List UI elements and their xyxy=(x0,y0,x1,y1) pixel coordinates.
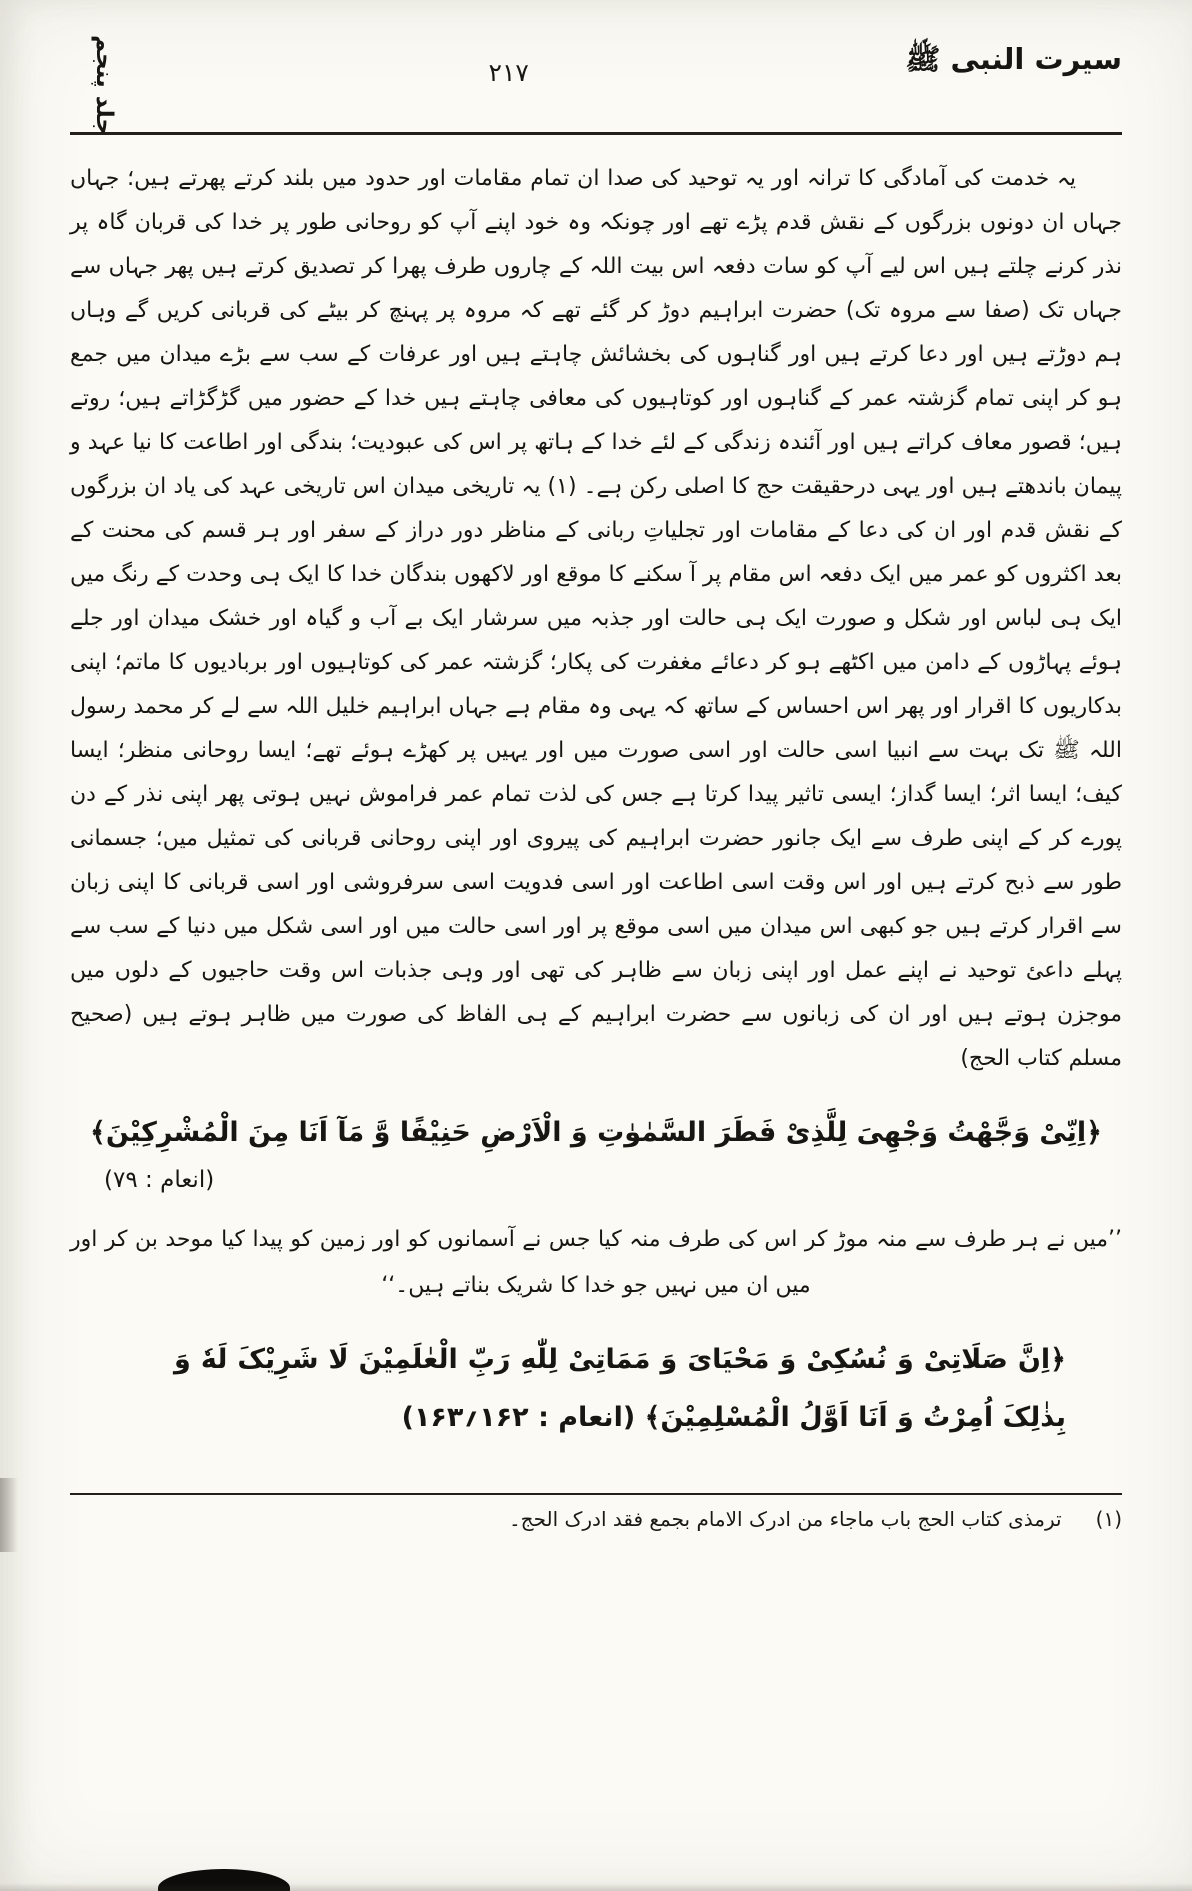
book-title: سیرت النبی ﷺ xyxy=(905,42,1122,76)
footnote-text: ترمذی کتاب الحج باب ماجاء من ادرک الامام بجمع فقد ادرک الحج۔ xyxy=(508,1507,1062,1531)
main-paragraph: یہ خدمت کی آمادگی کا ترانہ اور یہ توحید کی صدا ان تمام مقامات اور حدود میں بلند کرتے پھرتے ہیں؛ جہاں جہاں ان دونوں بزرگوں کے نقش قدم پڑے تھے اور چونکہ وہ خود اپنے آپ کو روحانی طور پر خدا کی قربان گاہ پر نذر کرنے چلتے ہیں اس لیے آپ کو سات دفعہ اس بیت اللہ کے چاروں طرف پھرا کر تصدیق کرتے ہیں پھر جہاں سے جہاں تک (صفا سے مروہ تک) حضرت ابراہیم دوڑ کر گئے تھے کہ مروہ پر پہنچ کر بیٹے کی قربانی کریں گے وہاں ہم دوڑتے ہیں اور دعا کرتے ہیں اور گناہوں کی بخشائش چاہتے ہیں اور عرفات کے سب سے بڑے میدان میں جمع ہو کر اپنی تمام گزشتہ عمر کے گناہوں اور کوتاہیوں کی معافی چاہتے ہیں خدا کے حضور میں گڑگڑاتے ہیں؛ روتے ہیں؛ قصور معاف کراتے ہیں اور آئندہ زندگی کے لئے خدا کے ہاتھ پر اس کی عبودیت؛ بندگی اور اطاعت کا نیا عہد و پیمان باندھتے ہیں اور یہی درحقیقت حج کا اصلی رکن ہے۔ (۱) یہ تاریخی میدان اس تاریخی عہد کی یاد ان بزرگوں کے نقش قدم اور ان کی دعا کے مقامات اور تجلیاتِ ربانی کے مناظر دور دراز کے سفر اور ہر قسم کی محنت کے بعد اکثروں کو عمر میں ایک دفعہ اس مقام پر آ سکنے کا موقع اور لاکھوں بندگان خدا کا ایک ہی وحدت کے رنگ میں ایک ہی لباس اور شکل و صورت ایک ہی حالت اور جذبہ میں سرشار ایک بے آب و گیاہ اور خشک میدان اور جلے ہوئے پہاڑوں کے دامن میں اکٹھے ہو کر دعائے مغفرت کی پکار؛ گزشتہ عمر کی کوتاہیوں اور بربادیوں کا ماتم؛ اپنی بدکاریوں کا اقرار اور پھر اس احساس کے ساتھ کہ یہی وہ مقام ہے جہاں ابراہیم خلیل اللہ سے لے کر محمد رسول اللہ ﷺ تک بہت سے انبیا اسی حالت اور اسی صورت میں اور یہیں پر کھڑے ہوئے تھے؛ ایسا روحانی منظر؛ ایسا کیف؛ ایسا اثر؛ ایسا گداز؛ ایسی تاثیر پیدا کرتا ہے جس کی لذت تمام عمر فراموش نہیں ہوتی پھر اپنی نذر کے دن پورے کر کے اپنی طرف سے ایک جانور حضرت ابراہیم کی پیروی اور اپنی روحانی قربانی کی تمثیل میں؛ جسمانی طور سے ذبح کرتے ہیں اور اس وقت اسی اطاعت اور اسی فدویت اسی سرفروشی اور اسی قربانی کا اپنی زبان سے اقرار کرتے ہیں جو کبھی اس میدان میں اسی موقع پر اور اسی حالت میں اور اسی شکل میں دنیا کے سب سے پہلے داعئ توحید نے اپنے عمل اور اپنی زبان سے ظاہر کی تھی اور وہی جذبات اس وقت حاجیوں کے دلوں میں موجزن ہوتے ہیں اور ان کی زبانوں سے حضرت ابراہیم کے ہی الفاظ کی صورت میں ظاہر ہوتے ہیں (صحیح مسلم کتاب الحج) xyxy=(70,166,1123,1071)
header-divider xyxy=(70,132,1122,135)
verse-1-reference: (انعام : ۷۹) xyxy=(104,1167,215,1193)
volume-label-box xyxy=(70,35,117,135)
quran-verse-1: ﴿اِنِّیْ وَجَّهْتُ وَجْهِیَ لِلَّذِیْ فَطَرَ السَّمٰوٰتِ وَ الْاَرْضِ حَنِیْفًا وَّ مَآ اَنَا مِنَ الْمُشْرِکِیْنَ﴾ xyxy=(90,1117,1102,1148)
scan-bottom-shadow xyxy=(0,1883,1192,1891)
volume-label: جلد پنجم xyxy=(90,35,117,135)
footnote-divider xyxy=(70,1493,1122,1495)
verse-translation: ’’میں نے ہر طرف سے منہ موڑ کر اس کی طرف منہ کیا جس نے آسمانوں کو اور زمین کو پیدا کیا موحد بن کر اور میں ان میں نہیں جو خدا کا شریک بناتے ہیں۔‘‘ xyxy=(70,1227,1122,1298)
footnote xyxy=(70,1507,1122,1531)
page-header xyxy=(70,35,1122,135)
footnote-section xyxy=(70,1493,1122,1531)
scan-edge-smudge xyxy=(0,1478,18,1552)
page-number: ۲۱۷ xyxy=(488,58,529,87)
footnote-number: (۱) xyxy=(1095,1507,1122,1531)
quran-verse-2: ﴿اِنَّ صَلَاتِیْ وَ نُسُکِیْ وَ مَحْیَایَ وَ مَمَاتِیْ لِلّٰهِ رَبِّ الْعٰلَمِیْنَ لَا شَرِیْکَ لَهٗ وَ بِذٰلِکَ اُمِرْتُ وَ اَنَا اَوَّلُ الْمُسْلِمِیْنَ﴾ (انعام : ۱۶۲؍۱۶۳) xyxy=(174,1344,1066,1433)
